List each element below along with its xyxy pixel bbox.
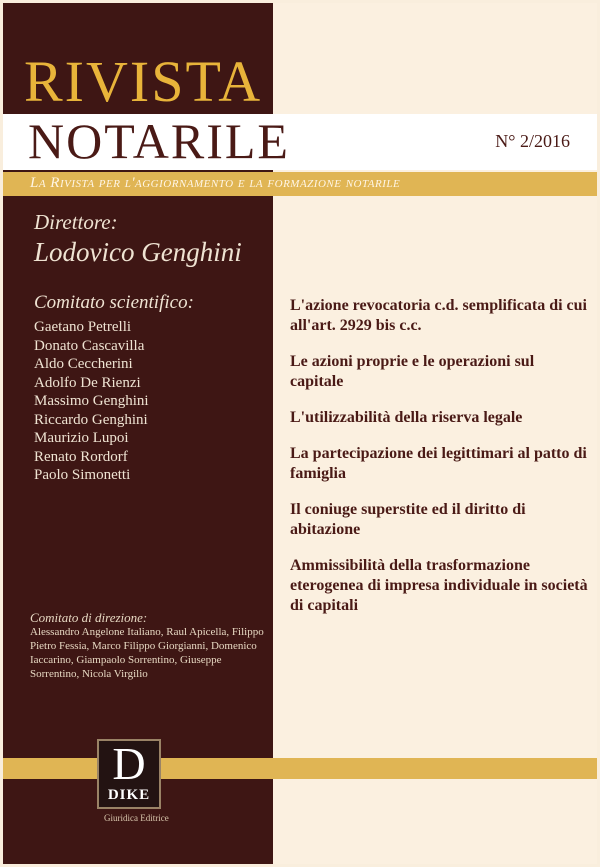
committee-member: Donato Cascavilla [34,337,145,354]
article-title: L'azione revocatoria c.d. semplificata di cui all'art. 2929 bis c.c. [290,297,587,334]
director-name: Lodovico Genghini [34,237,242,267]
article-title: La partecipazione dei legittimari al patto di famiglia [290,445,587,482]
logo-letter: D [112,738,146,789]
committee-member: Maurizio Lupoi [34,430,129,446]
committee-member: Aldo Ceccherini [34,356,133,372]
dike-logo [97,739,161,809]
committee-member: Paolo Simonetti [34,467,131,483]
title-rivista: RIVISTA [24,49,263,114]
article-title: Le azioni proprie e le operazioni sul capitale [290,353,535,390]
article-title: L'utilizzabilità della riserva legale [290,409,523,426]
article-title: Il coniuge superstite ed il diritto di abitazione [290,501,526,538]
direction-label: Comitato di direzione: [30,610,148,625]
issue-number: N° 2/2016 [495,131,570,151]
committee-member: Riccardo Genghini [34,411,148,428]
bottom-band [3,758,597,779]
direction-members: Alessandro Angelone Italiano, Raul Apicella, Filippo Pietro Fessia, Marco Filippo Giorgianni, Domenico Iaccarino, Giampaolo Sorrentino, Giuseppe Sorrentino, Nicola Virgilio [30,626,264,680]
committee-member: Renato Rordorf [34,448,128,465]
committee-label: Comitato scientifico: [34,292,194,313]
article-list [290,296,590,632]
director-label: Direttore: [34,210,118,234]
publisher-name: Giuridica Editrice [104,813,169,823]
committee-member: Adolfo De Rienzi [34,374,141,391]
committee-list [34,318,149,485]
committee-member: Massimo Genghini [34,393,149,409]
title-notarile: NOTARILE [28,113,290,169]
tagline: La Rivista per l'aggiornamento e la formazione notarile [30,175,401,191]
committee-member: Gaetano Petrelli [34,319,132,335]
article-title: Ammissibilità della trasformazione eterogenea di impresa individuale in società di capitali [290,557,588,614]
logo-text: DIKE [107,787,151,803]
